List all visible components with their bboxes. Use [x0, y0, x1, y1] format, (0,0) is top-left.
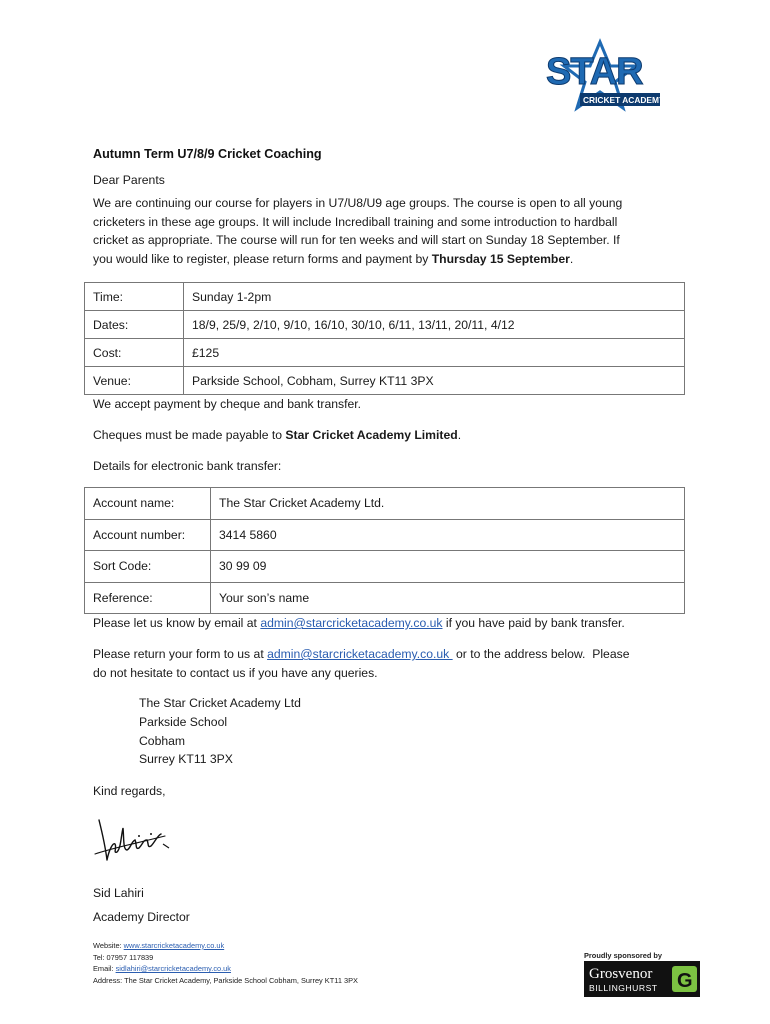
row-label: Account number: [85, 519, 211, 551]
registration-deadline: Thursday 15 September [431, 251, 570, 266]
row-label: Reference: [85, 582, 211, 614]
table-row [85, 551, 685, 583]
address-line: The Star Cricket Academy Ltd [139, 696, 301, 710]
table-row [85, 519, 685, 551]
row-label: Time: [85, 283, 184, 311]
address-line: Cobham [139, 733, 186, 748]
return-notice [93, 645, 693, 682]
row-value: Sunday 1-2pm [184, 283, 685, 311]
intro-paragraph [93, 194, 693, 268]
table-row [85, 339, 685, 367]
sponsor-label: Proudly sponsored by [584, 951, 663, 960]
row-value: 3414 5860 [211, 519, 685, 551]
footer-address: Address: The Star Cricket Academy, Parkside School Cobham, Surrey KT11 3PX [93, 975, 358, 985]
table-row [85, 488, 685, 520]
signatory-name: Sid Lahiri [93, 886, 144, 900]
footer-label: Website: [93, 941, 124, 950]
course-details-table [84, 282, 685, 395]
footer-tel: Tel: 07957 117839 [93, 952, 154, 962]
website-link[interactable]: www.starcricketacademy.co.uk [123, 941, 225, 950]
footer-contact [93, 940, 358, 986]
row-value: Parkside School, Cobham, Surrey KT11 3PX [184, 367, 685, 395]
row-label: Venue: [85, 367, 184, 395]
row-value: Your son’s name [211, 582, 685, 614]
row-label: Account name: [85, 488, 211, 520]
intro-line-text: you would like to register, please return forms and payment by [93, 251, 432, 266]
email-notice [93, 614, 625, 633]
postal-address [139, 694, 301, 769]
row-label: Dates: [85, 311, 184, 339]
address-line: Surrey KT11 3PX [139, 752, 233, 767]
admin-email-link[interactable]: admin@starcricketacademy.co.uk [267, 647, 453, 661]
address-line: Parkside School [139, 714, 228, 729]
intro-line-end: . [569, 251, 574, 266]
letter-title: Autumn Term U7/8/9 Cricket Coaching [93, 147, 322, 161]
star-cricket-academy-logo [540, 38, 665, 113]
cheque-payee [93, 426, 461, 445]
table-row [85, 367, 685, 395]
table-row [85, 582, 685, 614]
payment-accept: We accept payment by cheque and bank transfer. [93, 397, 362, 411]
sponsor-name-line1: Grosvenor [589, 966, 653, 982]
handwritten-signature [93, 814, 171, 866]
row-value: The Star Cricket Academy Ltd. [211, 488, 685, 520]
footer-website [93, 940, 358, 952]
sponsor-name-line2: BILLINGHURST [589, 983, 658, 993]
footer-email [93, 963, 358, 975]
sponsor-badge-letter: G [677, 970, 693, 992]
salutation: Dear Parents [93, 173, 165, 187]
intro-line: cricket as appropriate. The course will run for ten weeks and will start on Sunday 18 September. If [93, 233, 620, 247]
cheque-end: . [457, 428, 462, 442]
notice-text: Please return your form to us at [93, 647, 268, 661]
intro-line: We are continuing our course for players in U7/U8/U9 age groups. The course is open to all young [93, 196, 623, 210]
footer-email-link[interactable]: sidlahiri@starcricketacademy.co.uk [115, 964, 231, 974]
notice-text: Please let us know by email at [93, 616, 261, 630]
star-logo-word: STAR [546, 51, 643, 93]
row-label: Sort Code: [85, 551, 211, 583]
bank-details-heading: Details for electronic bank transfer: [93, 459, 282, 473]
cheque-text: Cheques must be made payable to [93, 428, 286, 442]
intro-line [93, 250, 693, 269]
row-value: £125 [184, 339, 685, 367]
signatory-role: Academy Director [93, 910, 190, 924]
bank-details-table [84, 487, 685, 614]
grosvenor-billinghurst-logo [584, 961, 700, 997]
notice-text: or to the address below. Please [452, 647, 630, 661]
table-row [85, 311, 685, 339]
row-label: Cost: [85, 339, 184, 367]
row-value: 30 99 09 [211, 551, 685, 583]
table-row [85, 283, 685, 311]
return-line: do not hesitate to contact us if you have any queries. [93, 665, 378, 680]
intro-line: cricketers in these age groups. It will include Incrediball training and some introduction to hardball [93, 214, 618, 229]
return-line [93, 645, 693, 664]
logo-tagline: CRICKET ACADEMY [583, 95, 665, 105]
row-value: 18/9, 25/9, 2/10, 9/10, 16/10, 30/10, 6/11, 13/11, 20/11, 4/12 [184, 311, 685, 339]
kind-regards: Kind regards, [93, 784, 166, 798]
notice-text: if you have paid by bank transfer. [442, 616, 625, 630]
cheque-payee-name: Star Cricket Academy Limited [285, 428, 458, 442]
footer-label: Email: [93, 964, 116, 974]
admin-email-link[interactable]: admin@starcricketacademy.co.uk [260, 616, 443, 630]
